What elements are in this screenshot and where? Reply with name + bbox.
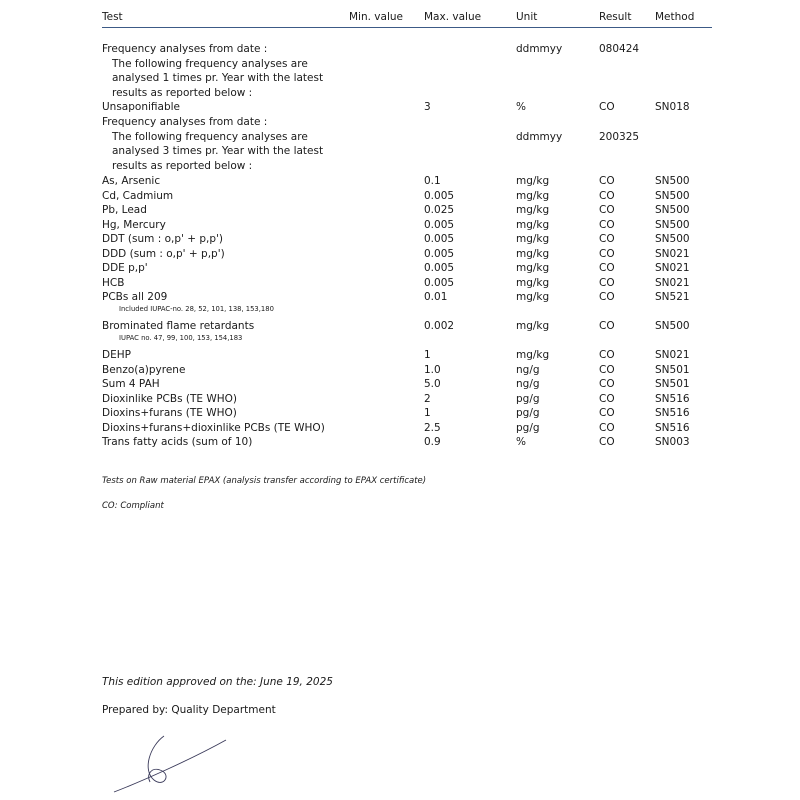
table-row [0,261,800,275]
unit: % [516,436,526,448]
table-row [0,115,800,129]
method: SN516 [655,392,690,405]
method: SN500 [655,175,690,187]
test-name: DEHP [102,349,131,361]
result: CO [599,276,615,289]
raw-material-note: Tests on Raw material EPAX (analysis transfer according to EPAX certificate) [102,476,427,486]
freq1-title: Frequency analyses from date : [102,43,268,55]
table-row [0,435,800,449]
freq2-line2: analysed 3 times pr. Year with the latest [112,145,324,157]
result: CO [599,436,615,448]
table-row [0,319,800,333]
test-name: Dioxins+furans (TE WHO) [102,407,237,419]
result: CO [599,189,615,202]
table-row [0,144,800,158]
result: CO [599,233,615,245]
max-value: 0.025 [424,204,455,216]
table-row [0,290,800,304]
test-name: DDT (sum : o,p' + p,p') [102,233,224,245]
max-value: 1 [424,349,431,361]
unit: mg/kg [516,262,550,274]
table-row [0,203,800,217]
result: CO [599,392,615,405]
table-row [0,247,800,261]
test-name: Pb, Lead [102,204,147,216]
table-row [0,189,800,203]
table-row [0,348,800,362]
table-row [0,57,800,71]
table-row [0,86,800,100]
table-row [0,406,800,420]
header-min-value: Min. value [349,11,403,23]
max-value: 0.005 [424,189,455,202]
max-value: 0.005 [424,276,455,289]
result: CO [599,291,615,303]
method: SN021 [655,349,690,361]
method: SN500 [655,233,690,245]
header-method: Method [655,11,695,23]
result: CO [599,378,615,390]
unit: pg/g [516,407,540,419]
table-row [0,276,800,290]
approval-date: This edition approved on the: June 19, 2025 [102,676,333,688]
method: SN003 [655,436,690,448]
method: SN500 [655,204,690,216]
freq1-unit: ddmmyy [516,43,563,55]
table-row [0,363,800,377]
max-value: 0.005 [424,247,455,260]
unit: mg/kg [516,175,550,187]
result: CO [599,247,615,260]
max-value: 1.0 [424,363,441,376]
unit: pg/g [516,421,540,434]
signature-image [110,730,240,796]
max-value: 0.005 [424,233,455,245]
unit: mg/kg [516,218,550,231]
max-value: 1 [424,407,431,419]
table-header [102,11,712,28]
result: CO [599,407,615,419]
freq2-result: 200325 [599,131,640,143]
freq2-line1: The following frequency analyses are [112,131,308,143]
unit: pg/g [516,392,540,405]
table-row [0,218,800,232]
result: CO [599,218,615,231]
test-name: Dioxinlike PCBs (TE WHO) [102,392,238,405]
method: SN516 [655,421,690,434]
unit: mg/kg [516,247,550,260]
test-name: Benzo(a)pyrene [102,363,186,376]
freq2-unit: ddmmyy [516,131,563,143]
result: CO [599,262,615,274]
result: CO [599,421,615,434]
header-max-value: Max. value [424,11,482,23]
table-row [0,392,800,406]
unsap-max: 3 [424,101,431,113]
freq2-title: Frequency analyses from date : [102,116,268,128]
bfr-max: 0.002 [424,320,455,332]
unit: ng/g [516,378,540,390]
max-value: 0.005 [424,218,455,231]
table-row [0,71,800,85]
bfr-method: SN500 [655,320,690,332]
prepared-by: Prepared by: Quality Department [102,704,276,716]
method: SN521 [655,291,690,303]
method: SN021 [655,247,690,260]
freq1-line2: analysed 1 times pr. Year with the latest [112,72,324,84]
test-name: HCB [102,276,125,289]
method: SN500 [655,189,690,202]
method: SN501 [655,363,690,376]
max-value: 0.01 [424,291,448,303]
unit: mg/kg [516,204,550,216]
bfr-unit: mg/kg [516,320,550,332]
freq1-line1: The following frequency analyses are [112,58,308,70]
test-name: Dioxins+furans+dioxinlike PCBs (TE WHO) [102,421,325,434]
test-name: As, Arsenic [102,175,161,187]
bfr-test: Brominated flame retardants [102,320,255,332]
unit: mg/kg [516,189,550,202]
test-name: DDD (sum : o,p' + p,p') [102,247,225,260]
header-test: Test [102,11,123,23]
unsap-result: CO [599,101,615,113]
max-value: 2 [424,392,431,405]
table-row [0,100,800,114]
unit: ng/g [516,363,540,376]
test-name: PCBs all 209 [102,291,168,303]
unit: mg/kg [516,276,550,289]
test-name: Trans fatty acids (sum of 10) [102,436,253,448]
unit: mg/kg [516,233,550,245]
result: CO [599,175,615,187]
header-unit: Unit [516,11,538,23]
method: SN021 [655,276,690,289]
freq2-line3: results as reported below : [112,160,253,172]
compliant-legend: CO: Compliant [102,501,164,511]
table-row [0,421,800,435]
table-row [0,232,800,246]
bfr-note: IUPAC no. 47, 99, 100, 153, 154,183 [119,334,243,342]
method: SN501 [655,378,690,390]
table-row [0,42,800,56]
test-name: DDE p,p' [102,262,148,274]
bfr-result: CO [599,320,615,332]
unsap-method: SN018 [655,101,690,113]
method: SN021 [655,262,690,274]
result: CO [599,204,615,216]
unsap-test: Unsaponifiable [102,101,180,113]
max-value: 0.1 [424,175,441,187]
method: SN500 [655,218,690,231]
table-row [0,377,800,391]
freq1-line3: results as reported below : [112,87,253,99]
test-name: Sum 4 PAH [102,378,160,390]
freq1-result: 080424 [599,43,640,55]
result: CO [599,363,615,376]
method: SN516 [655,407,690,419]
table-row [0,159,800,173]
table-row [0,130,800,144]
max-value: 5.0 [424,378,441,390]
unit: mg/kg [516,291,550,303]
header-result: Result [599,11,632,23]
max-value: 0.005 [424,262,455,274]
table-row [0,174,800,188]
test-name: Cd, Cadmium [102,189,174,202]
unit: mg/kg [516,349,550,361]
pcb-note: Included IUPAC-no. 28, 52, 101, 138, 153,180 [119,305,274,313]
test-name: Hg, Mercury [102,218,166,231]
max-value: 2.5 [424,421,441,434]
unsap-unit: % [516,101,526,113]
result: CO [599,349,615,361]
max-value: 0.9 [424,436,441,448]
